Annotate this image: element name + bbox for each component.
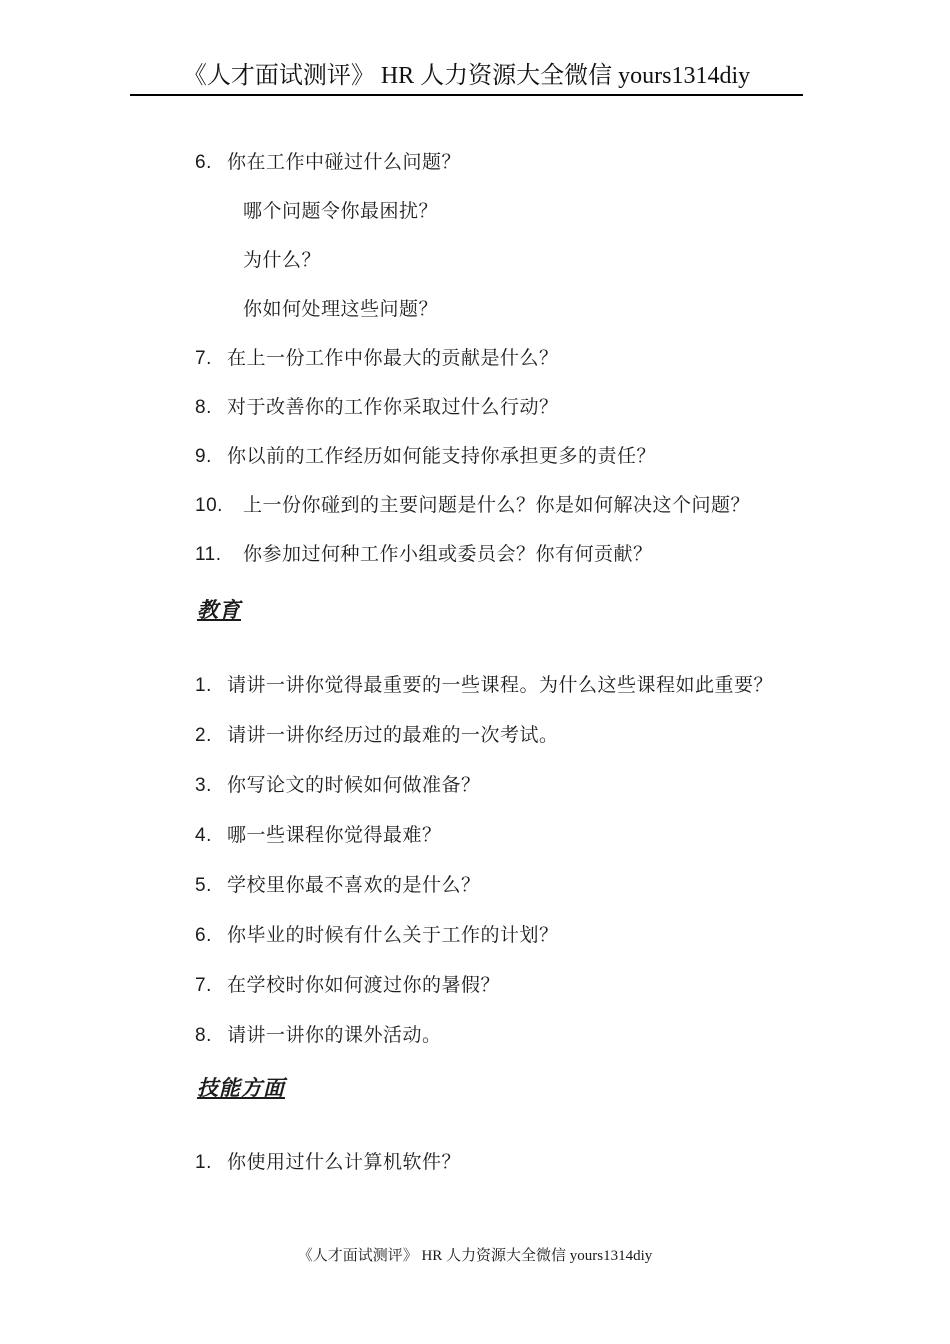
item-text: 上一份你碰到的主要问题是什么？你是如何解决这个问题？ <box>243 495 751 516</box>
item-text: 你在工作中碰过什么问题？ <box>227 152 462 173</box>
item-number: 10. <box>195 495 223 516</box>
item-text: 你使用过什么计算机软件？ <box>227 1152 462 1173</box>
item-number: 6. <box>195 925 212 946</box>
list-item-edu-4 <box>0 821 950 851</box>
document-body <box>0 148 950 1178</box>
footer-text: 《人才面试测评》 HR 人力资源大全微信 yours1314diy <box>297 1248 653 1264</box>
item-number: 4. <box>195 825 212 846</box>
item-number: 2. <box>195 725 212 746</box>
item-number: 1. <box>195 1152 212 1173</box>
item-number: 8. <box>195 1025 212 1046</box>
item-number: 3. <box>195 775 212 796</box>
sub-item-q6-2: 为什么？ <box>243 250 322 271</box>
item-number: 8. <box>195 397 212 418</box>
page-header <box>0 0 950 96</box>
header-rule <box>130 94 803 96</box>
item-number: 7. <box>195 348 212 369</box>
item-text: 在学校时你如何渡过你的暑假？ <box>227 975 501 996</box>
item-text: 你写论文的时候如何做准备？ <box>227 775 481 796</box>
item-text: 对于改善你的工作你采取过什么行动？ <box>227 397 559 418</box>
list-item-work-10 <box>0 491 950 521</box>
list-item-work-6 <box>0 148 950 178</box>
section-heading-skills: 技能方面 <box>197 1077 285 1100</box>
item-number: 6. <box>195 152 212 173</box>
list-item-edu-7 <box>0 971 950 1001</box>
item-number: 5. <box>195 875 212 896</box>
list-item-work-9 <box>0 442 950 472</box>
item-number: 11. <box>195 544 222 565</box>
item-text: 你参加过何种工作小组或委员会？你有何贡献？ <box>243 544 653 565</box>
section-heading-education: 教育 <box>197 599 241 622</box>
sub-item-q6-3: 你如何处理这些问题？ <box>243 299 439 320</box>
list-item-edu-8 <box>0 1021 950 1051</box>
list-item-skill-1 <box>0 1148 950 1178</box>
item-text: 在上一份工作中你最大的贡献是什么？ <box>227 348 559 369</box>
item-text: 你以前的工作经历如何能支持你承担更多的责任？ <box>227 446 657 467</box>
list-item-work-8 <box>0 393 950 423</box>
list-item-edu-1 <box>0 671 950 701</box>
item-text: 请讲一讲你觉得最重要的一些课程。为什么这些课程如此重要？ <box>227 675 774 696</box>
item-number: 9. <box>195 446 212 467</box>
item-number: 1. <box>195 675 212 696</box>
item-text: 你毕业的时候有什么关于工作的计划？ <box>227 925 559 946</box>
item-text: 请讲一讲你经历过的最难的一次考试。 <box>227 725 559 746</box>
list-item-edu-5 <box>0 871 950 901</box>
list-item-work-7 <box>0 344 950 374</box>
list-item-edu-6 <box>0 921 950 951</box>
item-text: 哪一些课程你觉得最难？ <box>227 825 442 846</box>
page-footer <box>0 1246 950 1266</box>
list-item-edu-3 <box>0 771 950 801</box>
item-text: 请讲一讲你的课外活动。 <box>227 1025 442 1046</box>
list-item-work-11 <box>0 540 950 570</box>
item-text: 学校里你最不喜欢的是什么？ <box>227 875 481 896</box>
list-item-edu-2 <box>0 721 950 751</box>
item-number: 7. <box>195 975 212 996</box>
header-text: 《人才面试测评》 HR 人力资源大全微信 yours1314diy <box>182 63 751 89</box>
sub-item-q6-1: 哪个问题令你最困扰？ <box>243 201 439 222</box>
